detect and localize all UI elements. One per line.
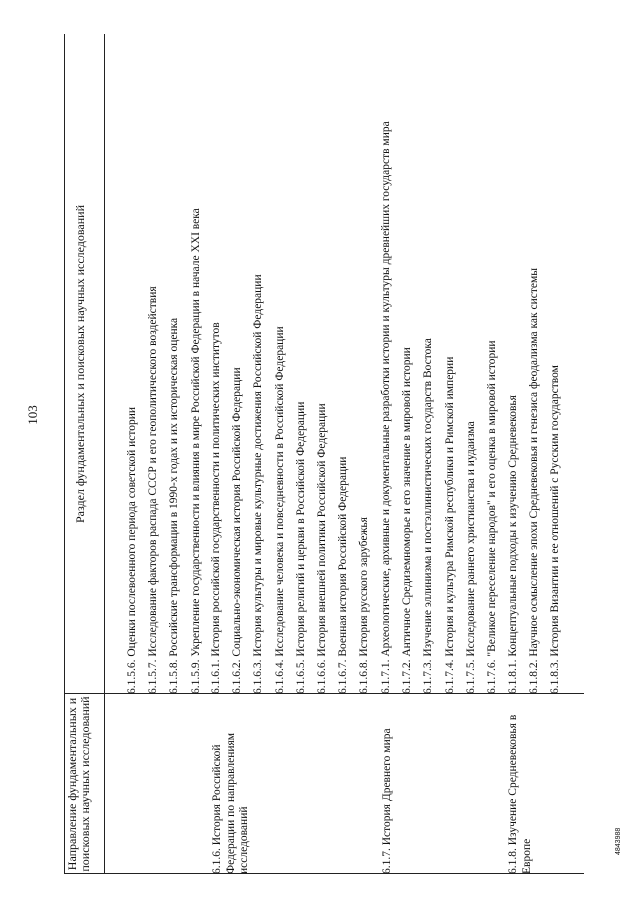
header-direction: Направление фундаментальных и поисковых научных исследований xyxy=(65,696,92,872)
list-item: 6.1.6.1. История российской государственности и политических институтов xyxy=(210,322,222,694)
group-items-6-1-7 xyxy=(376,34,503,694)
list-item: 6.1.6.3. История культуры и мировые культурные достижения Российской Федерации xyxy=(252,274,265,694)
list-item: 6.1.7.2. Античное Средиземноморье и его значение в мировой истории xyxy=(401,347,414,694)
direction-label-6-1-6: 6.1.6. История Российской Федерации по направлениям исследований xyxy=(211,732,250,874)
list-item: 6.1.7.3. Изучение эллинизма и постэллинистических государств Востока xyxy=(422,338,435,694)
list-item: 6.1.6.5. История религий и церкви в Российской Федерации xyxy=(294,401,307,694)
list-item: 6.1.6.2. Социально-экономическая история Российской Федерации xyxy=(231,367,244,694)
list-item: 6.1.6.7. Военная история Российской Федерации xyxy=(337,456,350,694)
list-item: 6.1.6.6. История внешней политики Российской Федерации xyxy=(315,403,328,694)
direction-label-6-1-8: 6.1.8. Изучение Средневековья в Европе xyxy=(507,714,533,874)
header-section: Раздел фундаментальных и поисковых научных исследований xyxy=(73,204,87,524)
list-item: 6.1.7.1. Археологические, архивные и документальные разработки истории и культуры древнейших государств мира xyxy=(380,121,392,694)
list-item: 6.1.5.7. Исследование факторов распада СССР и его геополитического воздействия xyxy=(147,286,160,694)
list-item: 6.1.5.6. Оценки послевоенного периода советской истории xyxy=(126,406,138,694)
list-item: 6.1.7.5. Исследование раннего христианства и иудаизма xyxy=(464,421,477,694)
document-code: 4843988 xyxy=(615,827,622,855)
table xyxy=(64,34,584,874)
group-items-continuation xyxy=(122,34,207,694)
list-item: 6.1.8.2. Научное осмысление эпохи Средневековья и генезиса феодализма как системы xyxy=(528,268,541,694)
list-item: 6.1.5.8. Российские трансформации в 1990-х годах и их историческая оценка xyxy=(168,317,181,694)
table-left-border xyxy=(64,873,584,874)
list-item: 6.1.6.8. История русского зарубежья xyxy=(358,517,371,694)
page-number: 103 xyxy=(25,405,40,425)
direction-label-6-1-7: 6.1.7. История Древнего мира xyxy=(381,728,393,874)
list-item: 6.1.7.4. История и культура Римской республики и Римской империи xyxy=(443,356,456,694)
header-divider xyxy=(104,34,105,874)
list-item: 6.1.7.6. "Великое переселение народов" и его оценка в мировой истории xyxy=(485,340,498,694)
group-items-6-1-6 xyxy=(206,34,376,694)
list-item: 6.1.5.9. Укрепление государственности и влияния в мире Российской Федерации в начале XXI века xyxy=(189,208,202,694)
list-item: 6.1.8.3. История Византии и ее отношений с Русским государством xyxy=(549,365,562,694)
list-item: 6.1.8.1. Концептуальные подходы к изучению Средневековья xyxy=(507,395,519,694)
list-item: 6.1.6.4. Исследование человека и повседневности в Российской Федерации xyxy=(273,326,286,694)
group-items-6-1-8 xyxy=(503,34,567,694)
